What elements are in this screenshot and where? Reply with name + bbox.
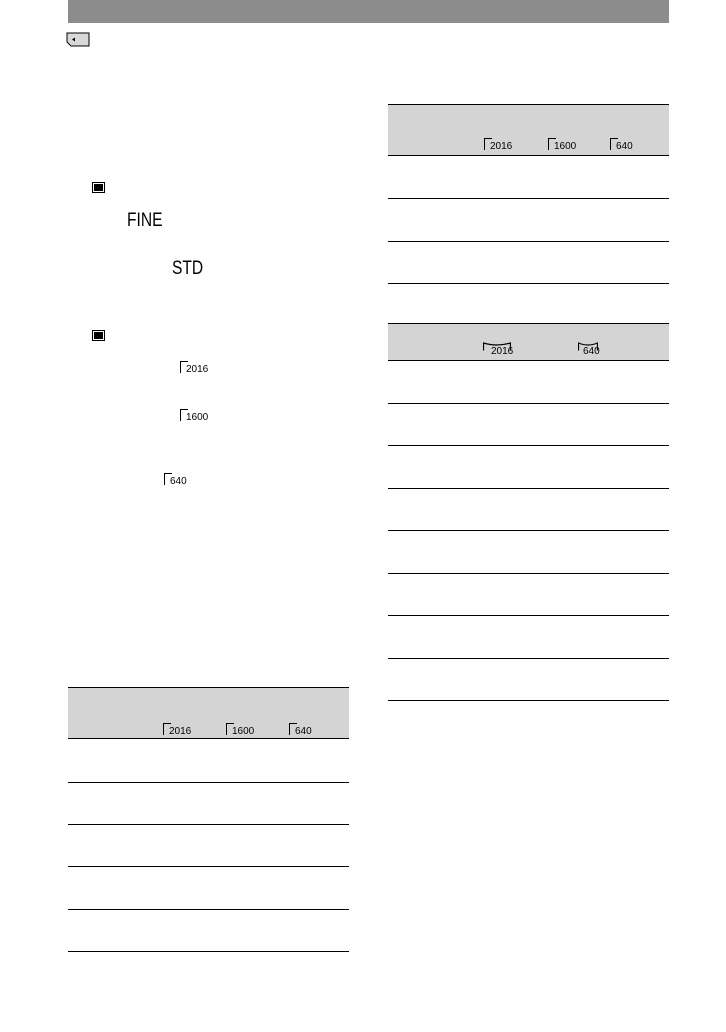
- table-header-1600-icon: 1600: [226, 723, 256, 737]
- table-row: [68, 782, 349, 783]
- panorama-2016-icon: 2016: [483, 342, 517, 358]
- table-row: [388, 530, 669, 531]
- image-size-2016-icon: 2016: [180, 361, 210, 375]
- table-row: [388, 241, 669, 242]
- table-header-640-icon: 640: [610, 138, 638, 152]
- quality-std-label: STD: [172, 258, 204, 279]
- table-row: [388, 700, 669, 701]
- table-row: [388, 615, 669, 616]
- table-row: [388, 573, 669, 574]
- image-size-1600-icon: 1600: [180, 409, 210, 423]
- table-row: [388, 283, 669, 284]
- page-header-bar: [68, 0, 669, 23]
- table-row: [388, 658, 669, 659]
- table-row: [68, 909, 349, 910]
- quality-fine-label: FINE: [127, 210, 163, 231]
- table-row: [68, 866, 349, 867]
- image-size-mode-icon: [92, 330, 105, 341]
- still-image-mode-icon: [92, 182, 105, 193]
- table-row: [388, 403, 669, 404]
- table-row: [388, 488, 669, 489]
- image-size-640-icon: 640: [164, 473, 192, 487]
- panorama-640-icon: 640: [578, 342, 606, 358]
- memory-card-icon: [66, 32, 90, 47]
- table-row: [68, 951, 349, 952]
- table-header-2016-icon: 2016: [484, 138, 514, 152]
- table-header-1600-icon: 1600: [548, 138, 578, 152]
- table-row: [388, 445, 669, 446]
- table-header: [388, 323, 669, 361]
- table-row: [388, 198, 669, 199]
- table-header-2016-icon: 2016: [163, 723, 193, 737]
- table-header-640-icon: 640: [289, 723, 317, 737]
- table-row: [68, 824, 349, 825]
